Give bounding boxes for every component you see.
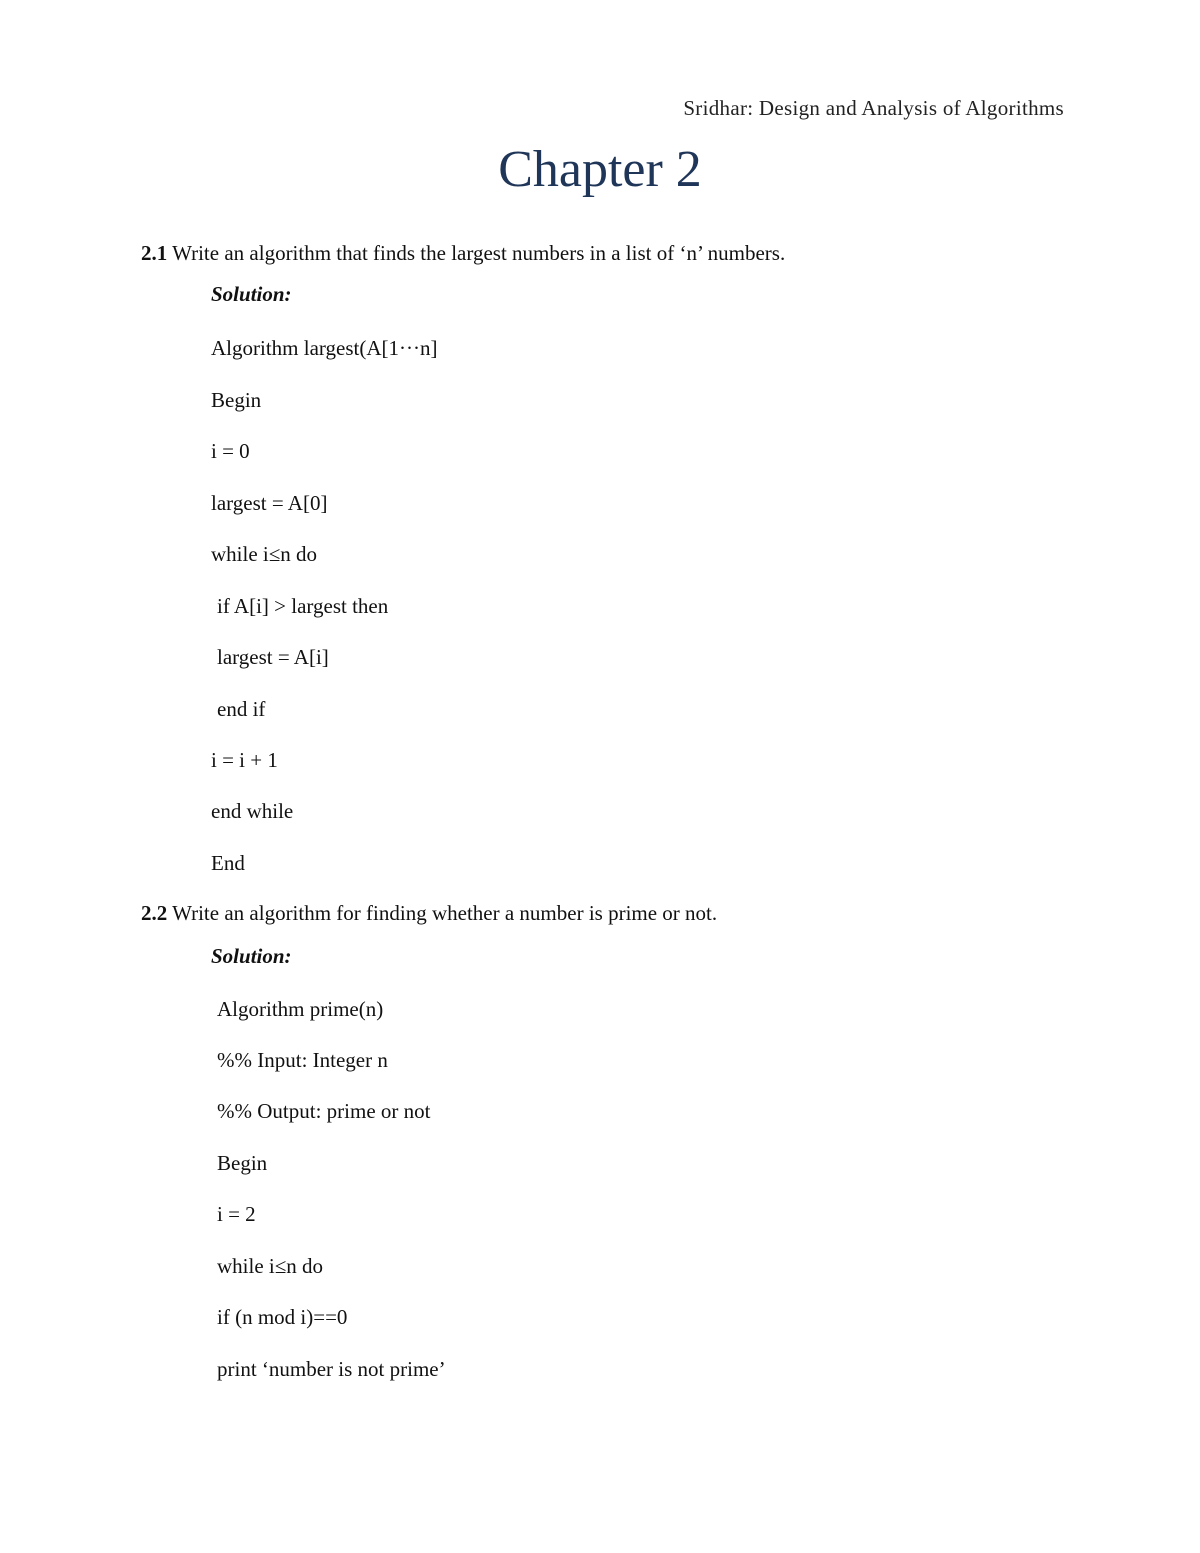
question-text: Write an algorithm that finds the largest numbers in a list of ‘n’ numbers. — [172, 241, 786, 265]
code-line: i = i + 1 — [211, 748, 278, 772]
question-number: 2.1 — [141, 241, 168, 265]
code-line: Algorithm prime(n) — [217, 997, 384, 1021]
code-line: largest = A[i] — [217, 645, 329, 669]
chapter-title: Chapter 2 — [498, 141, 702, 198]
code-line: i = 2 — [217, 1202, 256, 1226]
solution-label: Solution: — [211, 944, 292, 968]
code-line: end if — [217, 697, 266, 721]
code-line: %% Output: prime or not — [217, 1099, 431, 1123]
code-line: End — [211, 851, 245, 875]
question-text: Write an algorithm for finding whether a number is prime or not. — [172, 901, 718, 925]
code-line: while i≤n do — [217, 1254, 324, 1278]
code-line: while i≤n do — [211, 542, 318, 566]
code-line: if A[i] > largest then — [217, 594, 389, 618]
code-line: Algorithm largest(A[1···n] — [211, 336, 438, 360]
solution-label: Solution: — [211, 282, 292, 306]
code-line: print ‘number is not prime’ — [217, 1357, 446, 1381]
code-line: i = 0 — [211, 439, 250, 463]
code-line: Begin — [217, 1151, 268, 1175]
running-header: Sridhar: Design and Analysis of Algorithms — [683, 96, 1064, 120]
question-2-2 — [141, 901, 717, 926]
code-line: %% Input: Integer n — [217, 1048, 388, 1072]
code-line: if (n mod i)==0 — [217, 1305, 348, 1329]
question-2-1 — [141, 241, 785, 266]
code-line: Begin — [211, 388, 262, 412]
code-line: end while — [211, 799, 294, 823]
question-number: 2.2 — [141, 901, 168, 925]
code-line: largest = A[0] — [211, 491, 328, 515]
